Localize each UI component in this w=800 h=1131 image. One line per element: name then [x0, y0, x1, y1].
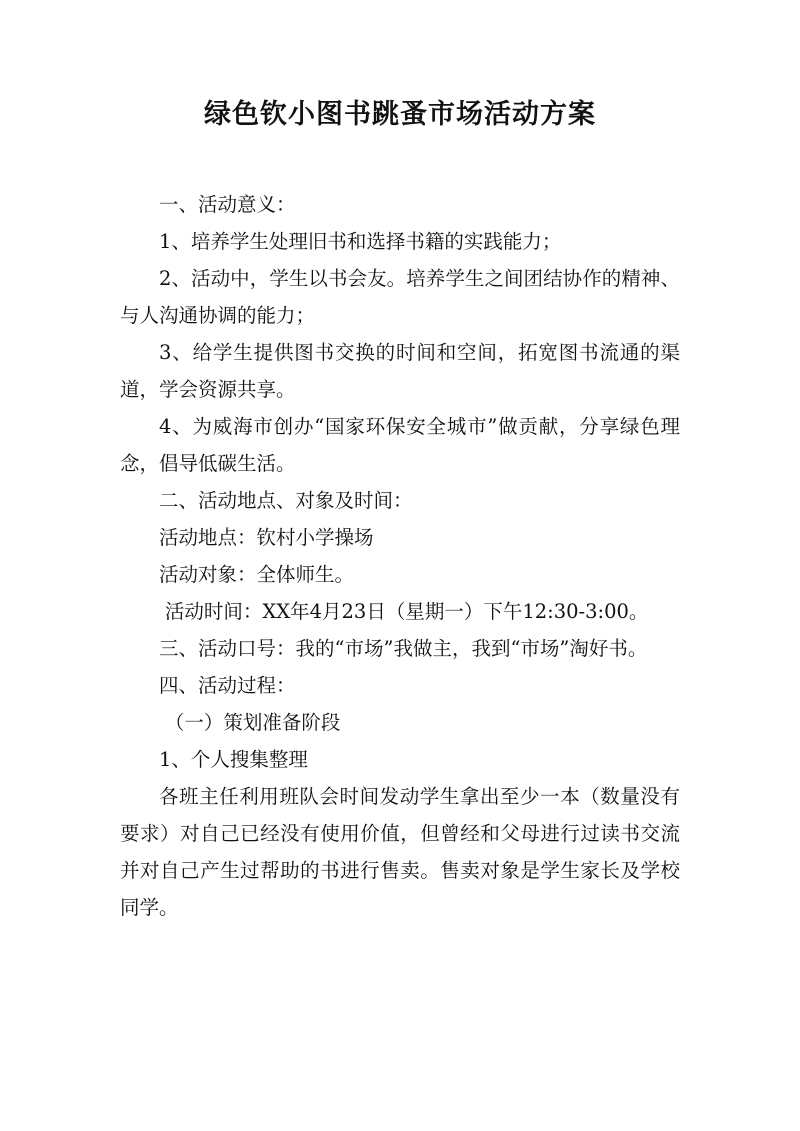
paragraph-time: 活动时间：XX年4月23日（星期一）下午12:30-3:00。: [164, 600, 649, 623]
paragraph-significance-2: 2、活动中，学生以书会友。培养学生之间团结协作的精神、与人沟通协调的能力；: [120, 267, 680, 327]
document-title: 绿色钦小图书跳蚤市场活动方案: [204, 99, 596, 130]
paragraph-significance-3: 3、给学生提供图书交换的时间和空间，拓宽图书流通的渠道，学会资源共享。: [120, 341, 680, 401]
document-body: [120, 186, 680, 926]
subsection-heading-planning: （一）策划准备阶段: [164, 711, 341, 734]
paragraph-significance-4: 4、为威海市创办“国家环保安全城市”做贡献，分享绿色理念，倡导低碳生活。: [120, 415, 680, 475]
section-heading-process: 四、活动过程：: [159, 674, 296, 697]
paragraph-slogan: 三、活动口号：我的“市场”我做主，我到“市场”淘好书。: [159, 637, 648, 660]
section-heading-place-time: 二、活动地点、对象及时间：: [159, 489, 413, 512]
section-heading-significance: 一、活动意义：: [159, 193, 296, 216]
paragraph-collect: 1、个人搜集整理: [159, 748, 308, 771]
paragraph-significance-1: 1、培养学生处理旧书和选择书籍的实践能力；: [159, 230, 562, 253]
paragraph-participants: 活动对象：全体师生。: [159, 563, 355, 586]
paragraph-collect-detail: 各班主任利用班队会时间发动学生拿出至少一本（数量没有要求）对自己已经没有使用价值，但曾经和父母进行过读书交流并对自己产生过帮助的书进行售卖。售卖对象是学生家长及学校同学。: [120, 785, 680, 919]
paragraph-place: 活动地点：钦村小学操场: [159, 526, 374, 549]
